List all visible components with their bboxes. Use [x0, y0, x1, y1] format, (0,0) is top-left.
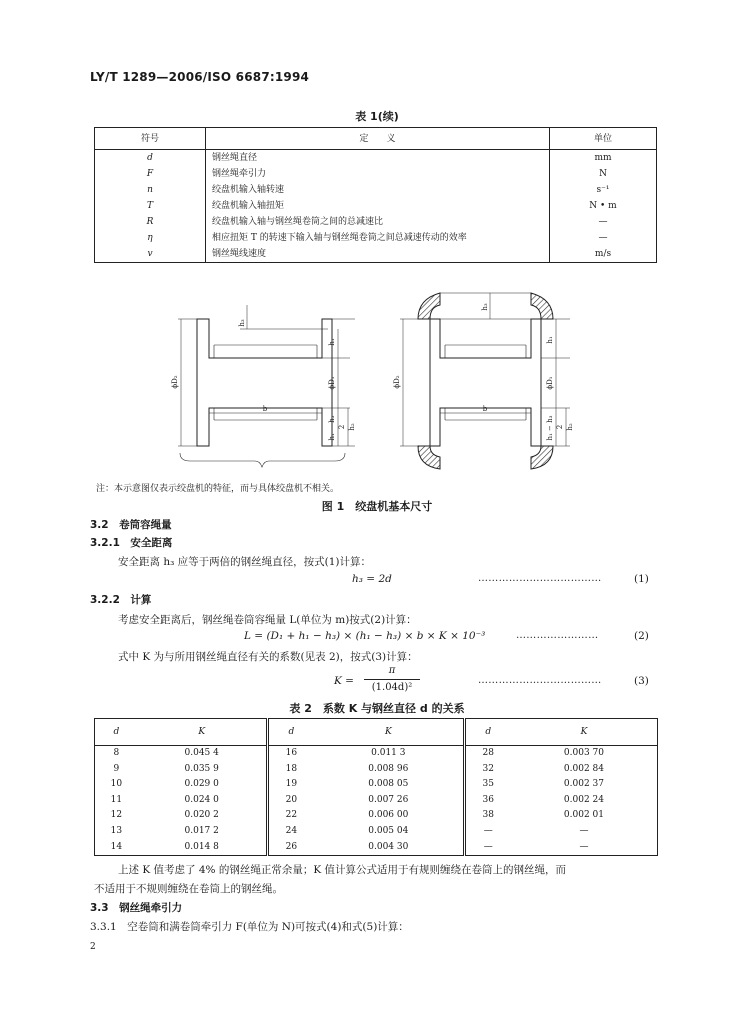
label-d1-left: ϕD₁: [328, 376, 336, 390]
k-value-cell: 0.045 4: [138, 746, 268, 762]
header-k2: K: [314, 719, 464, 746]
k-value-cell: 0.014 8: [138, 840, 268, 856]
table-row: [95, 777, 658, 793]
diameter-cell: 10: [110, 779, 123, 790]
section-3-3-1-text: 3.3.1 空卷筒和满卷筒牵引力 F(单位为 N)可按式(4)和式(5)计算：: [90, 921, 409, 933]
formula-1: h₃ = 2d: [352, 573, 392, 585]
diameter-cell: 8: [113, 748, 120, 758]
table2-caption: 表 2 系数 K 与钢丝直径 d 的关系: [289, 702, 465, 715]
definition-cell: 绞盘机输入轴转速: [206, 182, 550, 198]
k-value-cell: 0.002 37: [563, 779, 604, 790]
table-row: [95, 762, 658, 778]
figure-note: 注：本示意图仅表示绞盘机的特征，而与具体绞盘机不相关。: [96, 484, 340, 494]
table-row: [95, 198, 657, 214]
k-value-cell: 0.005 04: [314, 824, 464, 840]
k-value-cell: 0.002 24: [563, 794, 604, 805]
table-row: [95, 182, 657, 198]
table-row: [95, 214, 657, 230]
k-value-cell: 0.020 2: [138, 808, 268, 824]
definition-cell: 钢丝绳牵引力: [206, 166, 550, 182]
formula-3-number: (3): [634, 675, 649, 687]
label-h3-right: h₃: [481, 303, 489, 311]
definition-cell: 绞盘机输入轴与钢丝绳卷筒之间的总减速比: [206, 214, 550, 230]
diameter-cell: —: [483, 841, 493, 852]
section-3-2-1-text: 安全距离 h₃ 应等于两倍的钢丝绳直径，按式(1)计算：: [118, 556, 372, 568]
k-value-cell: 0.011 3: [314, 746, 464, 762]
label-h1-right: h₁: [546, 336, 554, 344]
k-value-cell: —: [579, 825, 589, 836]
header-d1: d: [95, 719, 138, 746]
header-symbol: 符号: [95, 128, 206, 150]
k-value-cell: 0.035 9: [138, 762, 268, 778]
diameter-cell: 28: [482, 748, 494, 758]
formula-1-number: (1): [634, 573, 649, 585]
symbol-cell: T: [95, 198, 206, 214]
label-h1-left: h₁: [328, 338, 336, 346]
definition-cell: 钢丝绳直径: [206, 150, 550, 167]
definition-cell: 钢丝绳线速度: [206, 246, 550, 263]
label-h1h3-right: h₁ − h₃: [546, 415, 554, 441]
header-k3: K: [511, 719, 658, 746]
symbol-cell: R: [95, 214, 206, 230]
symbol-cell: n: [95, 182, 206, 198]
unit-cell: —: [550, 214, 657, 230]
k-value-cell: 0.024 0: [138, 793, 268, 809]
table-row: [95, 824, 658, 840]
table-row: [95, 230, 657, 246]
symbol-table: [94, 127, 657, 263]
label-h2-left: h₂: [348, 423, 356, 431]
document-header: LY/T 1289—2006/ISO 6687:1994: [90, 70, 310, 84]
symbol-cell: d: [95, 150, 206, 167]
diameter-cell: 24: [285, 825, 298, 836]
k-value-cell: 0.002 84: [563, 763, 604, 774]
label-d2-right: ϕD₂: [393, 375, 401, 389]
formula-3-lhs: K =: [334, 675, 354, 687]
figure-caption: 图 1 绞盘机基本尺寸: [321, 500, 433, 513]
label-h1h3-left: h₁ − h₃: [328, 415, 336, 441]
header-d2: d: [267, 719, 314, 746]
k-value-cell: 0.003 70: [563, 748, 604, 758]
diameter-cell: 9: [113, 763, 120, 774]
k-value-cell: 0.008 96: [314, 762, 464, 778]
section-3-2-2-text: 考虑安全距离后，钢丝绳卷筒容绳量 L(单位为 m)按式(2)计算：: [118, 614, 417, 626]
k-value-cell: 0.017 2: [138, 824, 268, 840]
diameter-cell: 11: [110, 794, 123, 805]
winch-dimension-figure: [150, 285, 610, 475]
formula-1-leader: ………………………………: [478, 573, 602, 584]
k-note-line2: 不适用于不规则缠绕在卷筒上的钢丝绳。: [94, 883, 283, 895]
diameter-cell: 19: [285, 779, 298, 790]
unit-cell: N: [550, 166, 657, 182]
label-d1-right: ϕD₁: [546, 376, 554, 390]
symbol-cell: v: [95, 246, 206, 263]
unit-cell: N • m: [550, 198, 657, 214]
section-3-2-1-title: 3.2.1 安全距离: [90, 537, 173, 549]
right-drum-drawing: [400, 293, 570, 469]
diameter-cell: 12: [110, 810, 123, 821]
diameter-cell: 26: [285, 841, 298, 852]
formula-2-leader: ……………………: [516, 630, 599, 641]
diameter-cell: 13: [110, 825, 123, 836]
diameter-cell: 18: [285, 763, 298, 774]
table-header-row: [95, 719, 658, 746]
diameter-cell: 35: [482, 779, 494, 790]
section-3-2-title: 3.2 卷筒容绳量: [90, 519, 172, 531]
section-3-2-2-text2: 式中 K 为与所用钢丝绳直径有关的系数(见表 2)，按式(3)计算：: [118, 651, 418, 663]
formula-3-denominator: (1.04d)²: [371, 682, 413, 693]
diameter-cell: 14: [110, 841, 123, 852]
formula-3-fraction-bar: [364, 679, 420, 680]
formula-3-leader: ………………………………: [478, 675, 602, 686]
label-h3-left: h₃: [238, 319, 246, 327]
k-value-cell: 0.002 01: [563, 810, 604, 821]
k-value-cell: —: [579, 841, 589, 852]
header-k1: K: [138, 719, 268, 746]
k-value-cell: 0.029 0: [138, 777, 268, 793]
table-row: [95, 746, 658, 762]
label-h2-right: h₂: [566, 423, 574, 431]
label-b-right: b: [482, 405, 488, 413]
diameter-cell: 36: [482, 794, 494, 805]
formula-2-number: (2): [634, 630, 649, 642]
header-d3: d: [464, 719, 511, 746]
diameter-cell: 22: [285, 810, 298, 821]
page-number: 2: [90, 942, 96, 952]
k-value-cell: 0.006 00: [314, 808, 464, 824]
symbol-cell: F: [95, 166, 206, 182]
table-row: [95, 808, 658, 824]
table-row: [95, 166, 657, 182]
table-row: [95, 246, 657, 263]
k-value-cell: 0.008 05: [314, 777, 464, 793]
table-row: [95, 150, 657, 167]
diameter-cell: 38: [482, 810, 494, 821]
diameter-cell: —: [483, 825, 493, 836]
k-note-line1: 上述 K 值考虑了 4% 的钢丝绳正常余量；K 值计算公式适用于有规则缠绕在卷筒上的钢丝绳，而: [118, 864, 567, 876]
unit-cell: mm: [550, 150, 657, 167]
unit-cell: s⁻¹: [550, 182, 657, 198]
diameter-cell: 16: [285, 748, 298, 758]
label-b-left: b: [262, 405, 268, 413]
label-2-left: 2: [338, 424, 346, 430]
table-header-row: [95, 128, 657, 150]
section-3-2-2-title: 3.2.2 计算: [90, 594, 152, 606]
k-value-cell: 0.004 30: [314, 840, 464, 856]
header-definition: 定 义: [206, 128, 550, 150]
formula-3-numerator: π: [388, 665, 396, 676]
definition-cell: 相应扭矩 T 的转速下输入轴与钢丝绳卷筒之间总减速传动的效率: [206, 230, 550, 246]
label-d2-left: ϕD₂: [171, 375, 179, 389]
table-row: [95, 840, 658, 856]
diameter-cell: 32: [482, 763, 494, 774]
k-value-cell: 0.007 26: [314, 793, 464, 809]
formula-2: L = (D₁ + h₁ − h₃) × (h₁ − h₃) × b × K × 10⁻³: [244, 630, 486, 642]
header-unit: 单位: [550, 128, 657, 150]
section-3-3-title: 3.3 钢丝绳牵引力: [90, 902, 183, 914]
table-row: [95, 793, 658, 809]
diameter-cell: 20: [285, 794, 298, 805]
unit-cell: —: [550, 230, 657, 246]
definition-cell: 绞盘机输入轴扭矩: [206, 198, 550, 214]
table1-caption: 表 1(续): [355, 110, 399, 123]
unit-cell: m/s: [550, 246, 657, 263]
label-2-right: 2: [556, 424, 564, 430]
symbol-cell: η: [95, 230, 206, 246]
k-coefficient-table: [94, 718, 658, 856]
